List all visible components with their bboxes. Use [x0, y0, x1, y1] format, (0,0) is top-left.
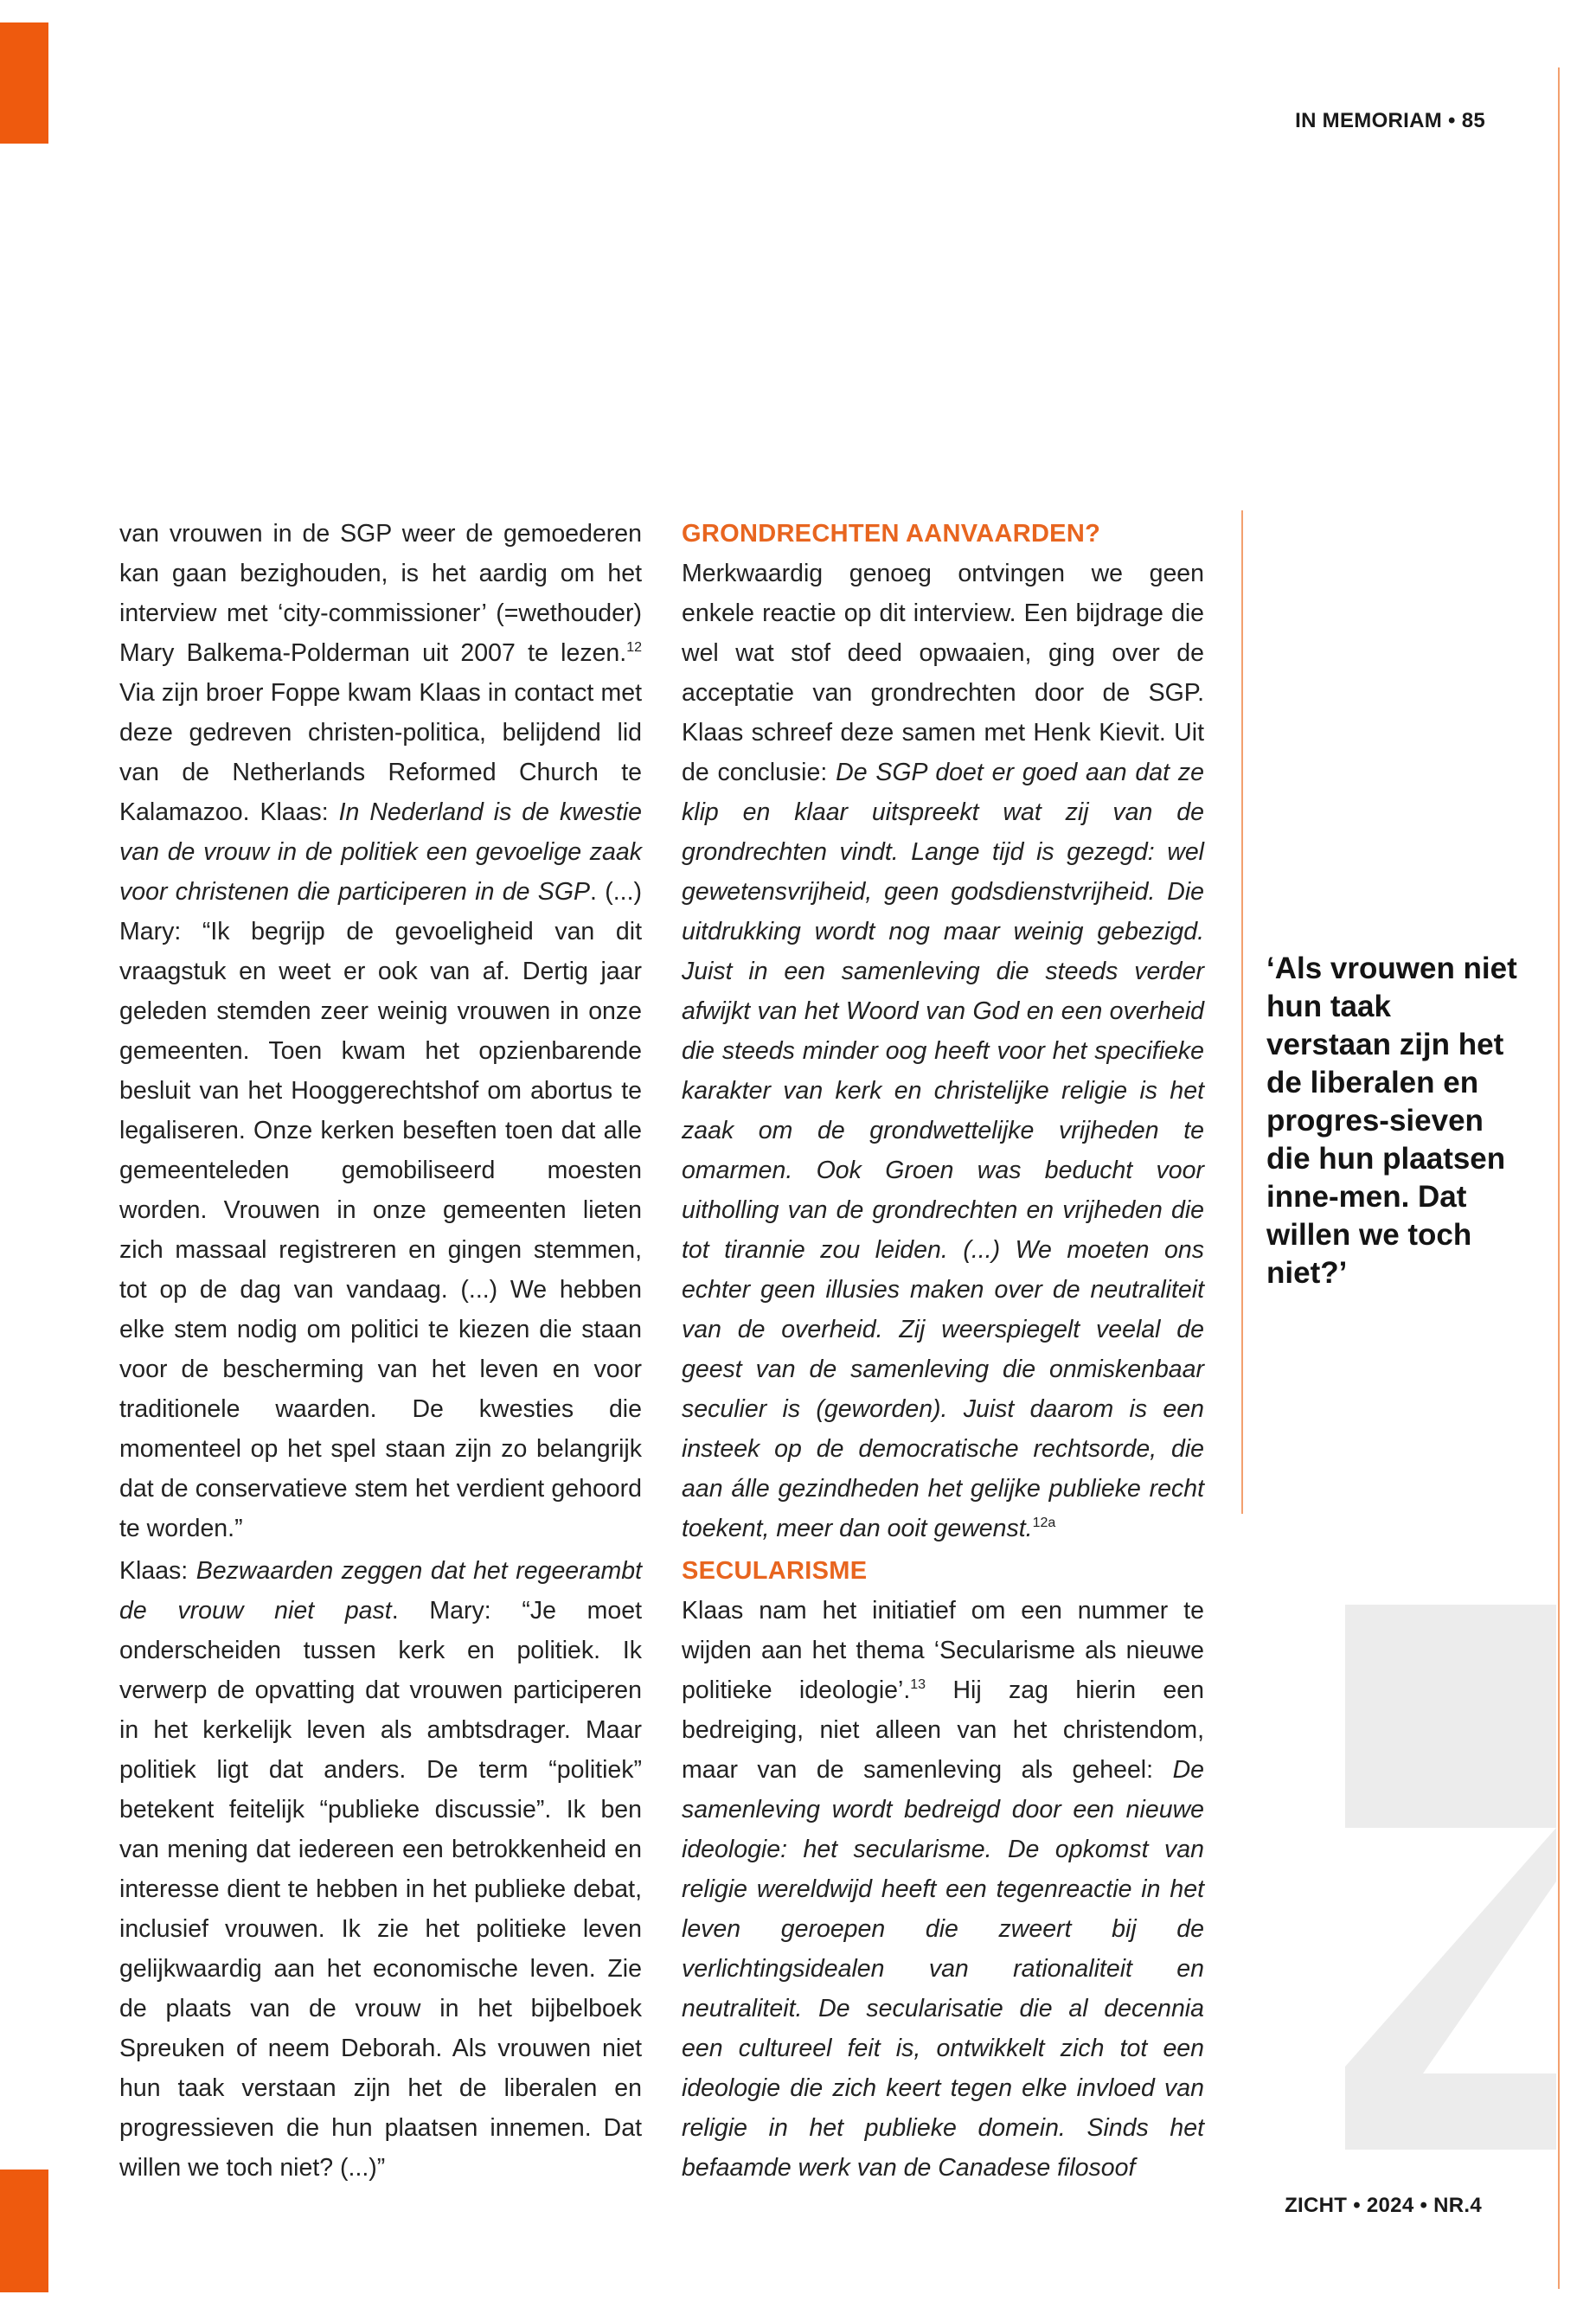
- issue-number: NR.4: [1433, 2194, 1482, 2217]
- italic-quote: De samenleving wordt bedreigd door een nieuwe ideologie: het secularisme. De opkomst van religie wereldwijd heeft een tegenreactie in het leven geroepen die zweert bij de verlichtingsidealen van rationaliteit en neutraliteit. De secularisatie die al decennia een cultureel feit is, ontwikkelt zich tot een ideologie die zich keert tegen elke invloed van religie in het publieke domein. Sinds het befaamde werk van de Canadese filosoof: [682, 1756, 1204, 2182]
- section-heading: GRONDRECHTEN AANVAARDEN?: [682, 520, 1101, 548]
- page-edge-rule: [1558, 67, 1560, 2289]
- footnote-ref: 12a: [1032, 1515, 1056, 1530]
- italic-quote: In Nederland is de kwestie van de vrouw in de politiek een gevoelige zaak voor christenen die participeren in de SGP: [119, 798, 642, 906]
- running-header: [1295, 109, 1485, 133]
- running-footer: [1285, 2194, 1482, 2218]
- footer-separator: •: [1353, 2194, 1361, 2217]
- section-title: IN MEMORIAM: [1295, 109, 1443, 132]
- right-column-block-2: [682, 1551, 1204, 2188]
- footer-separator: •: [1420, 2194, 1428, 2217]
- orange-edge-tab-bottom: [0, 2170, 48, 2292]
- page-number: 85: [1461, 109, 1485, 132]
- orange-edge-tab-top: [0, 22, 48, 144]
- header-separator: •: [1448, 109, 1456, 132]
- body-paragraph: Klaas nam het initiatief om een nummer te wijden aan het thema ‘Secularisme als nieuwe politieke ideologie’.$^{13}$ Hij zag hierin een bedreiging, niet alleen van het christendom, maar van de samenleving als geheel: De samenleving wordt bedreigd door een nieuwe ideologie: het secularisme. De opkomst van religie wereldwijd heeft een tegenreactie in het leven geroepen die zweert bij de verlichtingsidealen van rationaliteit en neutraliteit. De secularisatie die al decennia een cultureel feit is, ontwikkelt zich tot een ideologie die zich keert tegen elke invloed van religie in het publieke domein. Sinds het befaamde werk van de Canadese filosoof: [682, 1597, 1204, 2182]
- footnote-ref: 13: [910, 1676, 926, 1692]
- body-paragraph: Klaas: Bezwaarden zeggen dat het regeerambt de vrouw niet past. Mary: “Je moet onderscheiden tussen kerk en politiek. Ik verwerp de opvatting dat vrouwen participeren in het kerkelijk leven als ambtsdrager. Maar politiek ligt dat anders. De term “politiek” betekent feitelijk “publieke discussie”. Ik ben van mening dat iedereen een betrokkenheid en interesse dient te hebben in het publieke debat, inclusief vrouwen. Ik zie het politieke leven gelijkwaardig aan het economische leven. Zie de plaats van de vrouw in het bijbelboek Spreuken of neem Deborah. Als vrouwen niet hun taak verstaan zijn het de liberalen en progressieven die hun plaatsen innemen. Dat willen we toch niet? (...)”: [119, 1557, 642, 2182]
- body-paragraph: van vrouwen in de SGP weer de gemoederen kan gaan bezighouden, is het aardig om het interview met ‘city-commissioner’ (=wethouder) Mary Balkema-Polderman uit 2007 te lezen.$^{12}$ Via zijn broer Foppe kwam Klaas in contact met deze gedreven christen-politica, belijdend lid van de Netherlands Reformed Church te Kalamazoo. Klaas: In Nederland is de kwestie van de vrouw in de politiek een gevoelige zaak voor christenen die participeren in de SGP. (...) Mary: “Ik begrijp de gevoeligheid van dit vraagstuk en weet er ook van af. Dertig jaar geleden stemden zeer weinig vrouwen in onze gemeenten. Toen kwam het opzienbarende besluit van het Hooggerechtshof om abortus te legaliseren. Onze kerken beseften toen dat alle gemeenteleden gemobiliseerd moesten worden. Vrouwen in onze gemeenten lieten zich massaal registreren en gingen stemmen, tot op de dag van vandaag. (...) We hebben elke stem nodig om politici te kiezen die staan voor de bescherming van het leven en voor traditionele waarden. De kwesties die momenteel op het spel staan zijn zo belangrijk dat de conservatieve stem het verdient gehoord te worden.”: [119, 520, 642, 1542]
- z-logo-top-bar: [1345, 1605, 1556, 1828]
- pullquote-divider-rule: [1241, 510, 1243, 1514]
- right-column-block-1: [682, 514, 1204, 1548]
- left-column-block-1: [119, 514, 642, 1548]
- z-logo-watermark: [1345, 1605, 1556, 2150]
- section-heading: SECULARISME: [682, 1557, 868, 1585]
- pullquote: ‘Als vrouwen niet hun taak verstaan zijn het de liberalen en progres-sieven die hun plaatsen inne-men. Dat willen we toch niet?’: [1266, 952, 1517, 1290]
- footnote-ref: 12: [626, 639, 642, 655]
- magazine-name: ZICHT: [1285, 2194, 1348, 2217]
- body-paragraph: Merkwaardig genoeg ontvingen we geen enkele reactie op dit interview. Een bijdrage die wel wat stof deed opwaaien, ging over de acceptatie van grondrechten door de SGP. Klaas schreef deze samen met Henk Kievit. Uit de conclusie: De SGP doet er goed aan dat ze klip en klaar uitspreekt wat zij van de grondrechten vindt. Lange tijd is gezegd: wel gewetensvrijheid, geen godsdienstvrijheid. Die uitdrukking wordt nog maar weinig gebezigd. Juist in een samenleving die steeds verder afwijkt van het Woord van God en een overheid die steeds minder oog heeft voor het specifieke karakter van kerk en christelijke religie is het zaak om de grondwettelijke vrijheden te omarmen. Ook Groen was beducht voor uitholling van de grondrechten en vrijheden die tot tirannie zou leiden. (...) We moeten ons echter geen illusies maken over de neutraliteit van de overheid. Zij weerspiegelt veelal de geest van de samenleving die onmiskenbaar seculier is (geworden). Juist daarom is een insteek op de democratische rechtsorde, die aan álle gezindheden het gelijke publieke recht toekent, meer dan ooit gewenst.$^{12a}$: [682, 560, 1204, 1542]
- issue-year: 2024: [1366, 2194, 1414, 2217]
- italic-quote: Bezwaarden zeggen dat het regeerambt de vrouw niet past: [119, 1557, 642, 1625]
- italic-quote: De SGP doet er goed aan dat ze klip en klaar uitspreekt wat zij van de grondrechten vindt. Lange tijd is gezegd: wel gewetensvrijheid, geen godsdienstvrijheid. Die uitdrukking wordt nog maar weinig gebezigd. Juist in een samenleving die steeds verder afwijkt van het Woord van God en een overheid die steeds minder oog heeft voor het specifieke karakter van kerk en christelijke religie is het zaak om de grondwettelijke vrijheden te omarmen. Ook Groen was beducht voor uitholling van de grondrechten en vrijheden die tot tirannie zou leiden. (...) We moeten ons echter geen illusies maken over de neutraliteit van de overheid. Zij weerspiegelt veelal de geest van de samenleving die onmiskenbaar seculier is (geworden). Juist daarom is een insteek op de democratische rechtsorde, die aan álle gezindheden het gelijke publieke recht toekent, meer dan ooit gewenst.: [682, 759, 1204, 1542]
- left-column-block-2: [119, 1551, 642, 2188]
